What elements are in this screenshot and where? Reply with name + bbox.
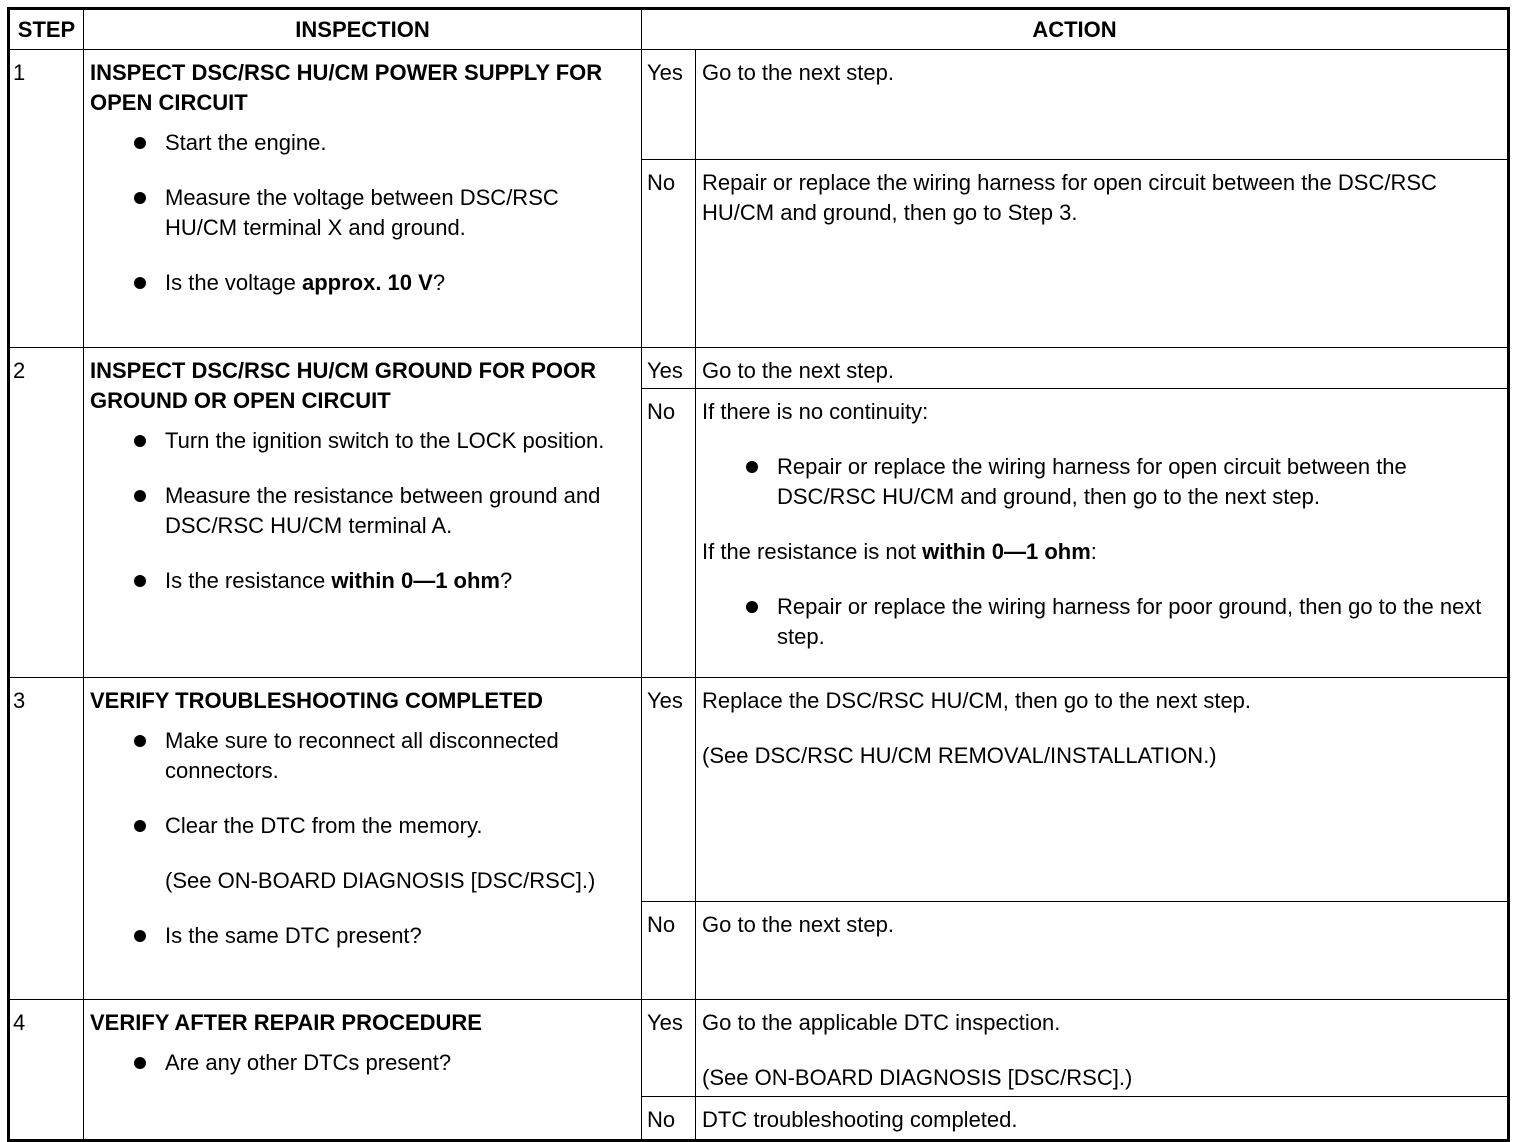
step-2-inspection (84, 348, 642, 678)
step-2-yes-row (9, 348, 1509, 389)
step-3-yes-row (9, 678, 1509, 902)
step-2-bullet-1: Turn the ignition switch to the LOCK position. (90, 426, 635, 456)
bullet-icon (134, 575, 146, 587)
step-3-yes-action (696, 678, 1509, 902)
diagnostic-table (7, 7, 1510, 1142)
step-2-number: 2 (9, 348, 84, 678)
step-1-no-action: Repair or replace the wiring harness for open circuit between the DSC/RSC HU/CM and ground, then go to Step 3. (696, 160, 1509, 348)
step-2-question: Is the resistance within 0—1 ohm? (90, 566, 635, 596)
step-1-yes-action: Go to the next step. (696, 50, 1509, 160)
step-2-no-label: No (642, 389, 696, 678)
step-4-yes-note: (See ON-BOARD DIAGNOSIS [DSC/RSC].) (702, 1065, 1133, 1090)
step-1-bullet-1: Start the engine. (90, 128, 635, 158)
step-1-yes-label: Yes (642, 50, 696, 160)
header-inspection: INSPECTION (84, 9, 642, 50)
step-4-no-label: No (642, 1097, 696, 1141)
step-3-yes-label: Yes (642, 678, 696, 902)
step-2-no-bullet-2: Repair or replace the wiring harness for poor ground, then go to the next step. (702, 592, 1501, 652)
step-1-question: Is the voltage approx. 10 V? (90, 268, 635, 298)
step-3-bullet-2: Clear the DTC from the memory. (90, 811, 635, 841)
step-4-yes-action (696, 1000, 1509, 1097)
step-2-yes-action: Go to the next step. (696, 348, 1509, 389)
step-1-inspection (84, 50, 642, 348)
step-1-title: INSPECT DSC/RSC HU/CM POWER SUPPLY FOR OPEN CIRCUIT (90, 60, 603, 115)
header-step: STEP (9, 9, 84, 50)
step-1-yes-row (9, 50, 1509, 160)
step-2-yes-label: Yes (642, 348, 696, 389)
step-4-question: Are any other DTCs present? (90, 1048, 635, 1078)
bullet-icon (134, 820, 146, 832)
step-3-no-action: Go to the next step. (696, 902, 1509, 1000)
step-3-no-label: No (642, 902, 696, 1000)
step-2-no-intro-2: If the resistance is not within 0—1 ohm: (702, 539, 1097, 564)
bullet-icon (746, 461, 758, 473)
bullet-icon (134, 930, 146, 942)
step-3-inspection (84, 678, 642, 1000)
step-3-yes-note: (See DSC/RSC HU/CM REMOVAL/INSTALLATION.) (702, 743, 1217, 768)
bullet-icon (746, 601, 758, 613)
header-row (9, 9, 1509, 50)
step-2-no-intro-1: If there is no continuity: (702, 399, 929, 424)
step-4-yes-row (9, 1000, 1509, 1097)
header-action: ACTION (642, 9, 1509, 50)
bullet-icon (134, 277, 146, 289)
bullet-icon (134, 490, 146, 502)
step-3-number: 3 (9, 678, 84, 1000)
step-1-no-label: No (642, 160, 696, 348)
step-4-title: VERIFY AFTER REPAIR PROCEDURE (90, 1010, 482, 1035)
step-4-yes-label: Yes (642, 1000, 696, 1097)
bullet-icon (134, 735, 146, 747)
step-3-yes-text: Replace the DSC/RSC HU/CM, then go to the next step. (702, 688, 1252, 713)
step-3-question: Is the same DTC present? (90, 921, 635, 951)
step-4-no-action: DTC troubleshooting completed. (696, 1097, 1509, 1141)
step-3-note: (See ON-BOARD DIAGNOSIS [DSC/RSC].) (165, 868, 596, 893)
bullet-icon (134, 1057, 146, 1069)
step-1-number: 1 (9, 50, 84, 348)
step-3-title: VERIFY TROUBLESHOOTING COMPLETED (90, 688, 544, 713)
step-2-no-action (696, 389, 1509, 678)
bullet-icon (134, 435, 146, 447)
step-2-bullet-2: Measure the resistance between ground and DSC/RSC HU/CM terminal A. (90, 481, 635, 541)
step-2-no-bullet-1: Repair or replace the wiring harness for open circuit between the DSC/RSC HU/CM and ground, then go to the next step. (702, 452, 1501, 512)
bullet-icon (134, 192, 146, 204)
step-4-inspection (84, 1000, 642, 1141)
step-2-title: INSPECT DSC/RSC HU/CM GROUND FOR POOR GROUND OR OPEN CIRCUIT (90, 358, 597, 413)
step-1-bullet-2: Measure the voltage between DSC/RSC HU/CM terminal X and ground. (90, 183, 635, 243)
bullet-icon (134, 137, 146, 149)
step-4-yes-text: Go to the applicable DTC inspection. (702, 1010, 1061, 1035)
step-3-bullet-1: Make sure to reconnect all disconnected connectors. (90, 726, 635, 786)
step-4-number: 4 (9, 1000, 84, 1141)
